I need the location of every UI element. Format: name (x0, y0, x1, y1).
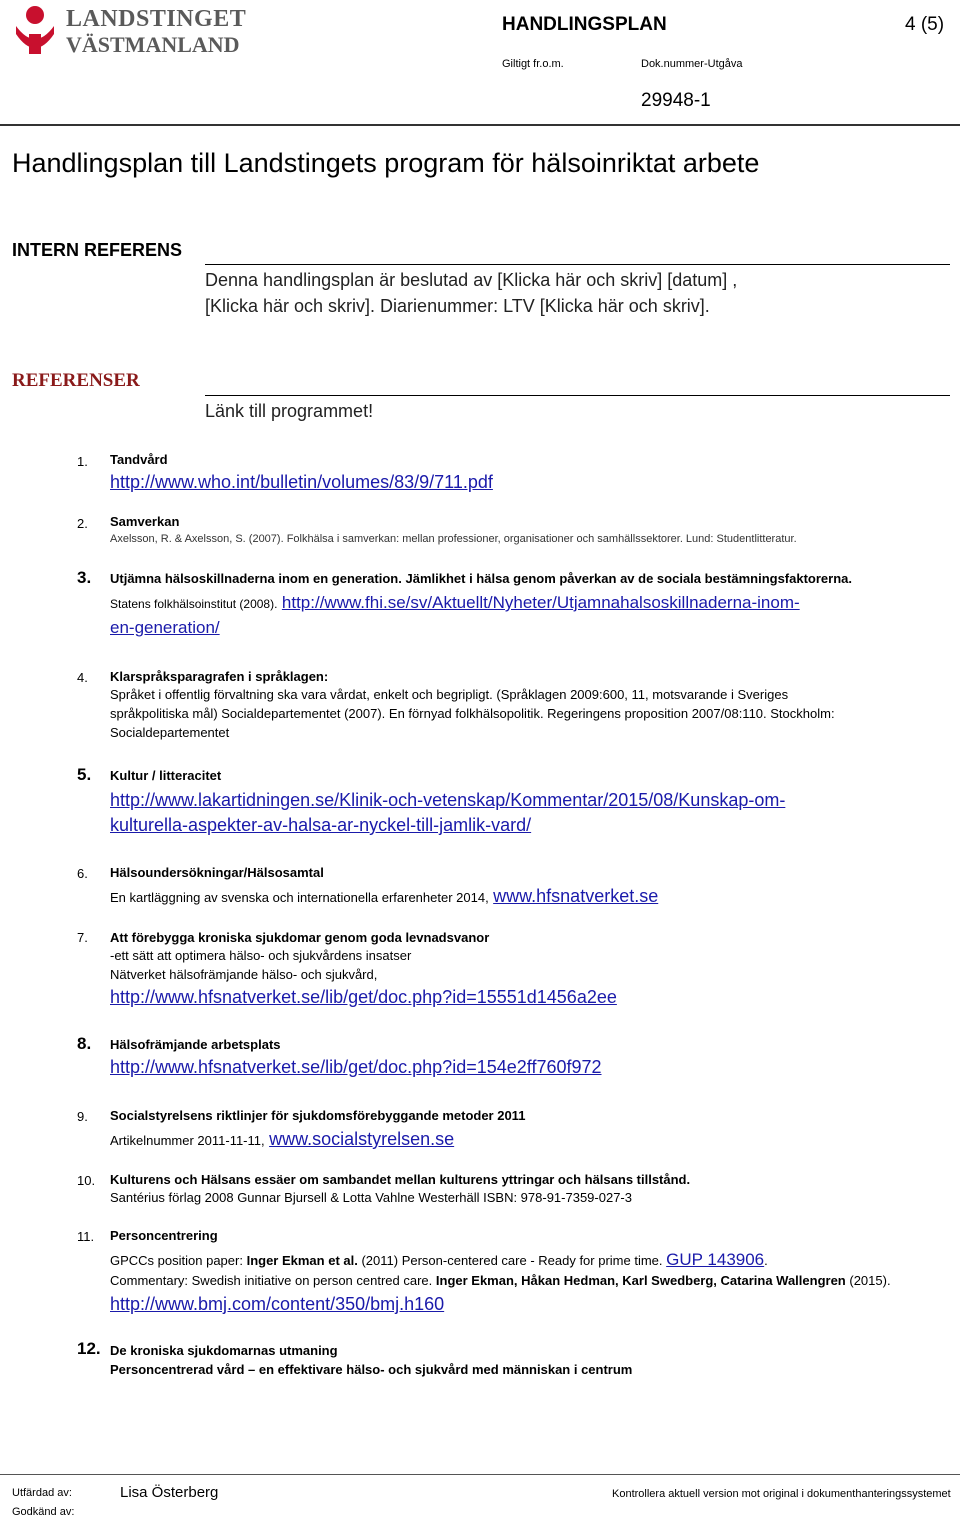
approved-label: Godkänd av: (12, 1506, 75, 1518)
item1-link[interactable]: http://www.who.int/bulletin/volumes/83/9/711.pdf (110, 472, 493, 492)
page-number: 4 (5) (905, 14, 945, 35)
intern-line1: Denna handlingsplan är beslutad av [Klicka här och skriv] [datum] , (205, 270, 738, 290)
item5-link-part1[interactable]: http://www.lakartidningen.se/Klinik-och-vetenskap/Kommentar/2015/08/Kunskap-om- (110, 790, 786, 810)
logo (12, 4, 247, 58)
item3-number: 3. (77, 568, 92, 587)
item8-number: 8. (77, 1034, 92, 1053)
item8-title: Hälsofrämjande arbetsplats (110, 1037, 281, 1052)
item2-title: Samverkan (110, 514, 180, 529)
item11-line1 (110, 1250, 768, 1270)
item9-line (110, 1129, 454, 1150)
program-link[interactable]: Länk till programmet! (205, 401, 374, 421)
item12-title: De kroniska sjukdomarnas utmaning (110, 1343, 338, 1358)
item4-title: Klarspråksparagrafen i språklagen: (110, 669, 329, 684)
doc-type: HANDLINGSPLAN (502, 14, 667, 35)
issuer-name: Lisa Österberg (120, 1484, 219, 1501)
item6-link[interactable]: www.hfsnatverket.se (493, 886, 659, 906)
intern-rule (205, 264, 950, 265)
docnum-label: Dok.nummer-Utgåva (641, 58, 743, 70)
item11-link[interactable]: http://www.bmj.com/content/350/bmj.h160 (110, 1294, 445, 1314)
item3-title (110, 571, 852, 586)
item10-text: Santérius förlag 2008 Gunnar Bjursell & Lotta Vahlne Westerhäll ISBN: 978-91-7359-027-3 (110, 1190, 632, 1205)
footer-note: Kontrollera aktuell version mot original i dokumenthanteringssystemet (612, 1488, 951, 1500)
item11-l1c: (2011) Person-centered care - Ready for prime time. (361, 1253, 663, 1268)
footer-divider (0, 1474, 960, 1475)
item7-line2: Nätverket hälsofrämjande hälso- och sjukvård, (110, 967, 378, 982)
item11-gup-link[interactable]: GUP 143906 (666, 1250, 765, 1269)
item4-line2: språkpolitiska mål) Socialdepartementet (2007). En förnyad folkhälsopolitik. Regeringens proposition 2007/08:110. Stockholm: (110, 706, 835, 721)
valid-label: Giltigt fr.o.m. (502, 58, 564, 70)
issued-label: Utfärdad av: (12, 1487, 72, 1499)
item6-title: Hälsoundersökningar/Hälsosamtal (110, 865, 324, 880)
item11-l1-end: . (764, 1253, 768, 1268)
item3-title-part1: Utjämna hälsoskillnaderna inom en generation. (110, 571, 402, 586)
references-rule (205, 395, 950, 396)
item9-text: Artikelnummer 2011-11-11, (110, 1133, 265, 1148)
item11-line2 (110, 1273, 891, 1288)
doc-number: 29948-1 (641, 90, 711, 111)
item11-l2a: Commentary: Swedish initiative on person centred care. (110, 1273, 433, 1288)
item8-link[interactable]: http://www.hfsnatverket.se/lib/get/doc.php?id=154e2ff760f972 (110, 1057, 602, 1077)
item6-text: En kartläggning av svenska och internationella erfarenheter 2014, (110, 890, 489, 905)
item7-number: 7. (77, 930, 88, 945)
logo-line1: LANDSTINGET (66, 6, 247, 32)
item4-number: 4. (77, 670, 88, 685)
item1-title: Tandvård (110, 452, 168, 467)
logo-mark-icon (12, 4, 58, 56)
item10-number: 10. (77, 1173, 96, 1188)
references-heading: REFERENSER (12, 370, 140, 391)
item3-link-part1[interactable]: http://www.fhi.se/sv/Aktuellt/Nyheter/Utjamnahalsoskillnaderna-inom- (281, 593, 800, 612)
item11-number: 11. (77, 1229, 95, 1244)
item6-number: 6. (77, 866, 88, 881)
logo-line2: VÄSTMANLAND (66, 32, 240, 57)
item2-text: Axelsson, R. & Axelsson, S. (2007). Folkhälsa i samverkan: mellan professioner, organisationer och samhällssektorer. Lund: Studentlitteratur. (110, 533, 797, 545)
item11-l2c: (2015). (849, 1273, 891, 1288)
item3-source: Statens folkhälsoinstitut (2008). (110, 597, 278, 611)
intern-heading: INTERN REFERENS (12, 240, 183, 260)
item9-number: 9. (77, 1109, 88, 1124)
item7-line1: -ett sätt att optimera hälso- och sjukvårdens insatser (110, 948, 412, 963)
item7-title: Att förebygga kroniska sjukdomar genom goda levnadsvanor (110, 930, 490, 945)
item7-link[interactable]: http://www.hfsnatverket.se/lib/get/doc.php?id=15551d1456a2ee (110, 987, 617, 1007)
item10-title: Kulturens och Hälsans essäer om sambandet mellan kulturens yttringar och hälsans tillstånd. (110, 1172, 691, 1187)
item3-source-line (110, 593, 800, 613)
item5-link-part2[interactable]: kulturella-aspekter-av-halsa-ar-nyckel-till-jamlik-vard/ (110, 815, 532, 835)
item2-number: 2. (77, 516, 88, 531)
item6-line (110, 886, 658, 907)
page-title: Handlingsplan till Landstingets program för hälsoinriktat arbete (12, 148, 760, 178)
item12-subtitle: Personcentrerad vård – en effektivare hälso- och sjukvård med människan i centrum (110, 1362, 633, 1377)
item12-number: 12. (77, 1339, 101, 1358)
item11-l1a: GPCCs position paper: (110, 1253, 243, 1268)
item5-title: Kultur / litteracitet (110, 768, 222, 783)
item9-title: Socialstyrelsens riktlinjer för sjukdomsförebyggande metoder 2011 (110, 1108, 526, 1123)
item3-link-part2[interactable]: en-generation/ (110, 618, 220, 637)
item11-title: Personcentrering (110, 1228, 218, 1243)
item5-number: 5. (77, 765, 92, 784)
item11-l1b: Inger Ekman et al. (246, 1253, 358, 1268)
intern-line2: [Klicka här och skriv]. Diarienummer: LTV [Klicka här och skriv]. (205, 296, 710, 316)
item4-line1: Språket i offentlig förvaltning ska vara vårdat, enkelt och begripligt. (Språklagen 2009:600, 11, motsvarande i Sveriges (110, 687, 789, 702)
item4-line3: Socialdepartementet (110, 725, 230, 740)
header-divider (0, 124, 960, 126)
item1-number: 1. (77, 454, 88, 469)
item3-title-part2: Jämlikhet i hälsa genom påverkan av de sociala bestämningsfaktorerna. (405, 571, 852, 586)
item9-link[interactable]: www.socialstyrelsen.se (269, 1129, 455, 1149)
item11-l2b: Inger Ekman, Håkan Hedman, Karl Swedberg, Catarina Wallengren (435, 1273, 846, 1288)
